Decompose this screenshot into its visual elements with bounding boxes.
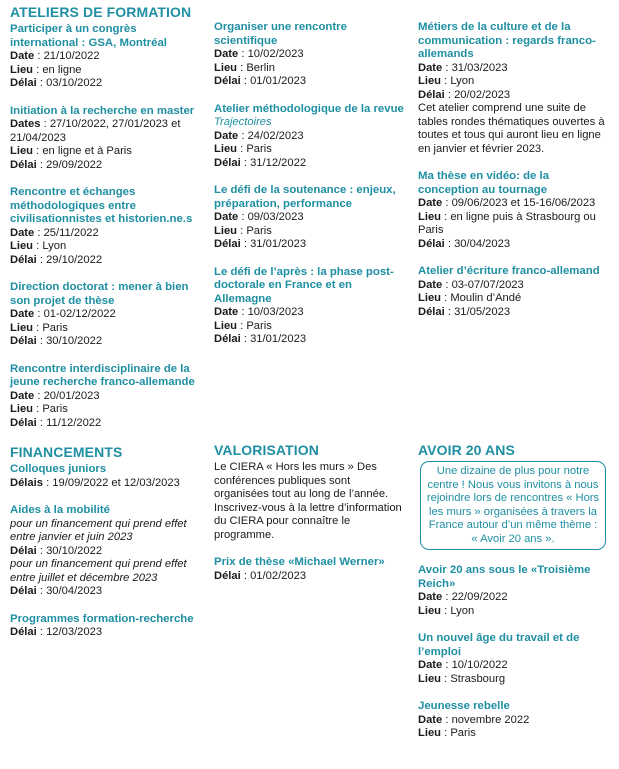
- lieu-value: Lyon: [450, 75, 475, 87]
- info-line: Date : 09/03/2023: [214, 211, 304, 223]
- field-label: Délai: [214, 238, 241, 250]
- field-label: Délai: [10, 335, 37, 347]
- delai-value: 30/10/2022: [46, 544, 103, 557]
- delai-value: 29/10/2022: [46, 253, 103, 266]
- field-label: Délai: [418, 88, 445, 101]
- lieu-value: en ligne: [42, 63, 82, 76]
- field-label: Délai: [418, 305, 445, 318]
- info-line: Délai : 31/12/2022: [214, 156, 307, 169]
- financement-note: pour un financement qui prend effet entre janvier et juin 2023: [10, 517, 187, 543]
- info-line: Lieu : Paris: [10, 403, 68, 415]
- date-value: 09/03/2023: [247, 211, 304, 223]
- atelier-entry: [214, 266, 404, 347]
- avoir20-entry: [418, 564, 610, 618]
- atelier-title[interactable]: Métiers de la culture et de la communication : regards franco-allemands: [418, 21, 596, 60]
- lieu-value: Paris: [42, 321, 68, 334]
- valorisation-text: Le CIERA « Hors les murs » Des conférences publiques sont organisées tout au long de l’année. Inscrivez-vous à la lettre d’information du CIERA pour connaître le programme.: [214, 461, 402, 541]
- event-title[interactable]: Avoir 20 ans sous le «Troisième Reich»: [418, 564, 591, 590]
- info-line: Lieu : en ligne: [10, 63, 82, 76]
- prix-title[interactable]: Prix de thèse «Michael Werner»: [214, 556, 385, 568]
- field-label: Date: [214, 211, 239, 223]
- info-line: Lieu : Paris: [214, 319, 272, 332]
- info-line: Délai : 30/04/2023: [10, 585, 103, 597]
- field-label: Lieu: [10, 145, 33, 157]
- delai-value: 31/01/2023: [250, 333, 307, 345]
- info-line: Lieu : Strasbourg: [418, 672, 506, 685]
- date-value: 25/11/2022: [43, 226, 99, 239]
- info-line: Délai : 31/01/2023: [214, 333, 307, 345]
- info-line: Lieu : Berlin: [214, 61, 275, 74]
- info-line: Lieu : en ligne puis à Strasbourg ou Paris: [418, 210, 596, 236]
- atelier-entry: [214, 21, 404, 89]
- date-value: 10/10/2022: [451, 659, 508, 671]
- field-label: Délai: [214, 75, 241, 87]
- field-label: Délai: [10, 585, 37, 597]
- atelier-title[interactable]: Rencontre interdisciplinaire de la jeune recherche franco-allemande: [10, 362, 195, 388]
- atelier-title[interactable]: Atelier d’écriture franco-allemand: [418, 265, 600, 277]
- lieu-value: Moulin d’Andé: [450, 292, 522, 304]
- info-line: Délai : 30/10/2022: [10, 544, 103, 557]
- atelier-entry: [10, 363, 202, 431]
- atelier-entry: [10, 23, 202, 91]
- lieu-value: Berlin: [246, 61, 275, 74]
- financement-entry: [10, 613, 202, 640]
- atelier-title[interactable]: Ma thèse en vidéo: de la conception au tournage: [418, 170, 550, 196]
- field-label: Date: [418, 197, 443, 209]
- field-label: Date: [418, 591, 443, 603]
- field-label: Lieu: [418, 727, 441, 739]
- field-label: Lieu: [10, 321, 33, 334]
- info-line: Délai : 12/03/2023: [10, 626, 103, 638]
- column-left: [10, 0, 202, 654]
- section-title-ateliers: ATELIERS DE FORMATION: [10, 4, 192, 20]
- atelier-entry: [214, 184, 404, 252]
- lieu-value: Lyon: [42, 240, 67, 252]
- lieu-value: Lyon: [450, 604, 475, 617]
- field-label: Date: [418, 659, 443, 671]
- delai-value: 11/12/2022: [46, 416, 102, 429]
- info-line: Lieu : Paris: [214, 143, 272, 155]
- avoir20-entry: [418, 700, 610, 741]
- date-value: 01-02/12/2022: [43, 308, 116, 320]
- info-line: Date : 10/03/2023: [214, 306, 304, 318]
- info-line: Lieu : Paris: [10, 321, 68, 334]
- avoir20-callout: Une dizaine de plus pour notre centre ! Nous vous invitons à nous rejoindre lors de rencontres « Hors les murs » organisées à travers la France autour d’un même thème : « Avoir 20 ans ».: [420, 461, 606, 550]
- atelier-entry: [10, 186, 202, 267]
- info-line: Date : 03-07/07/2023: [418, 278, 524, 291]
- date-value: 24/02/2023: [247, 129, 304, 142]
- field-label: Délai: [10, 158, 37, 171]
- info-line: Date : 22/09/2022: [418, 591, 508, 603]
- field-label: Lieu: [418, 292, 441, 304]
- info-line: Délai : 01/02/2023: [214, 569, 307, 582]
- delai-value: 01/01/2023: [250, 75, 307, 87]
- atelier-title[interactable]: Atelier méthodologique de la revue: [214, 102, 404, 115]
- date-value: 31/03/2023: [451, 61, 508, 74]
- atelier-entry: [418, 21, 610, 156]
- field-label: Date: [10, 389, 35, 402]
- info-line: Date : 25/11/2022: [10, 226, 99, 239]
- field-label: Dates: [10, 118, 41, 130]
- valorisation-entry: [214, 461, 404, 542]
- section-title-valorisation: VALORISATION: [214, 442, 319, 458]
- delai-value: 31/05/2023: [454, 305, 511, 318]
- info-line: Délai : 20/02/2023: [418, 88, 511, 101]
- info-line: Délai : 30/10/2022: [10, 335, 103, 347]
- financement-title[interactable]: Colloques juniors: [10, 463, 107, 475]
- financement-title[interactable]: Programmes formation-recherche: [10, 612, 194, 625]
- atelier-entry: [418, 265, 610, 319]
- event-title[interactable]: Un nouvel âge du travail et de l’emploi: [418, 632, 580, 658]
- lieu-value: en ligne puis à Strasbourg ou Paris: [418, 210, 596, 236]
- valorisation-entry: [214, 556, 404, 583]
- lieu-value: Paris: [246, 224, 272, 237]
- delai-value: 31/12/2022: [250, 156, 307, 169]
- date-value: 10/02/2023: [247, 48, 304, 60]
- field-label: Date: [10, 226, 35, 239]
- atelier-title[interactable]: Direction doctorat : mener à bien son projet de thèse: [10, 281, 189, 307]
- field-label: Date: [10, 50, 35, 62]
- field-label: Délai: [10, 416, 37, 429]
- field-label: Date: [10, 308, 35, 320]
- info-line: Lieu : Lyon: [10, 240, 67, 252]
- field-label: Date: [214, 129, 239, 142]
- info-line: Délai : 01/01/2023: [214, 75, 307, 87]
- delai-value: 03/10/2022: [46, 77, 103, 89]
- date-value: 09/06/2023 et 15-16/06/2023: [451, 197, 596, 209]
- info-line: Délai : 31/01/2023: [214, 238, 307, 250]
- delai-value: 01/02/2023: [250, 569, 307, 582]
- info-line: Date : 09/06/2023 et 15-16/06/2023: [418, 197, 596, 209]
- event-title[interactable]: Jeunesse rebelle: [418, 700, 510, 712]
- field-label: Délais: [10, 476, 43, 489]
- info-line: Date : 10/02/2023: [214, 48, 304, 60]
- field-label: Lieu: [418, 75, 441, 87]
- financement-entry: [10, 504, 202, 599]
- column-middle: [214, 21, 404, 361]
- column-right-lower: [418, 438, 610, 755]
- field-label: Délai: [214, 156, 241, 169]
- field-label: Délai: [10, 626, 37, 638]
- lieu-value: Paris: [246, 319, 272, 332]
- info-line: Date : 21/10/2022: [10, 50, 100, 62]
- delai-value: 20/02/2023: [454, 88, 511, 101]
- field-label: Délai: [10, 544, 37, 557]
- atelier-entry: [418, 170, 610, 251]
- date-value: 21/10/2022: [43, 50, 100, 62]
- info-line: Délai : 29/09/2022: [10, 158, 103, 171]
- field-label: Lieu: [418, 672, 441, 685]
- info-line: Date : 31/03/2023: [418, 61, 508, 74]
- delai-value: 30/04/2023: [46, 585, 103, 597]
- field-label: Date: [418, 61, 443, 74]
- info-line: Délai : 31/05/2023: [418, 305, 511, 318]
- field-label: Lieu: [214, 224, 237, 237]
- atelier-title[interactable]: Initiation à la recherche en master: [10, 104, 195, 117]
- info-line: Délai : 11/12/2022: [10, 416, 102, 429]
- atelier-title[interactable]: Rencontre et échanges méthodologiques entre civilisationnistes et historien.ne.s: [10, 186, 193, 225]
- atelier-entry: [10, 281, 202, 349]
- delai-value: 12/03/2023: [46, 626, 103, 638]
- lieu-value: Paris: [42, 403, 68, 415]
- date-value: 20/01/2023: [43, 389, 100, 402]
- delai-value: 30/04/2023: [454, 237, 511, 250]
- dates-value: 27/10/2022, 27/01/2023 et 21/04/2023: [10, 118, 181, 144]
- delai-value: 30/10/2022: [46, 335, 103, 347]
- field-label: Lieu: [418, 210, 441, 223]
- info-line: Lieu : Paris: [214, 224, 272, 237]
- field-label: Délai: [214, 333, 241, 345]
- field-label: Lieu: [214, 143, 237, 155]
- lieu-value: Paris: [246, 143, 272, 155]
- info-line: Délai : 03/10/2022: [10, 77, 103, 89]
- field-label: Lieu: [10, 403, 33, 415]
- atelier-title[interactable]: Le défi de la soutenance : enjeux, préparation, performance: [214, 184, 396, 210]
- field-label: Date: [214, 306, 239, 318]
- info-line: Date : 01-02/12/2022: [10, 308, 116, 320]
- field-label: Date: [418, 278, 443, 291]
- atelier-description: Cet atelier comprend une suite de tables rondes thématiques ouvertes à toutes et tous qui auront lieu en ligne en janvier et février 2023.: [418, 102, 605, 155]
- atelier-entry: [10, 105, 202, 173]
- lieu-value: Paris: [450, 727, 476, 739]
- atelier-subtitle: Trajectoires: [214, 116, 272, 128]
- info-line: Lieu : Lyon: [418, 75, 475, 87]
- field-label: Lieu: [214, 319, 237, 332]
- date-value: novembre 2022: [451, 713, 530, 726]
- financement-title[interactable]: Aides à la mobilité: [10, 504, 111, 516]
- info-line: Lieu : Moulin d’Andé: [418, 292, 522, 304]
- field-label: Lieu: [10, 63, 33, 76]
- lieu-value: en ligne et à Paris: [42, 145, 132, 157]
- delai-value: 29/09/2022: [46, 158, 103, 171]
- date-value: 03-07/07/2023: [451, 278, 524, 291]
- info-line: Date : 10/10/2022: [418, 659, 508, 671]
- info-line: Date : 20/01/2023: [10, 389, 100, 402]
- info-line: Délai : 30/04/2023: [418, 237, 511, 250]
- field-label: Lieu: [418, 604, 441, 617]
- financement-entry: [10, 463, 202, 490]
- atelier-entry: [214, 103, 404, 171]
- atelier-title[interactable]: Participer à un congrès international : GSA, Montréal: [10, 23, 167, 49]
- field-label: Lieu: [214, 61, 237, 74]
- date-value: 22/09/2022: [451, 591, 508, 603]
- info-line: Délais : 19/09/2022 et 12/03/2023: [10, 476, 180, 489]
- info-line: Délai : 29/10/2022: [10, 253, 103, 266]
- info-line: Lieu : Lyon: [418, 604, 475, 617]
- date-value: 10/03/2023: [247, 306, 304, 318]
- info-line: Date : novembre 2022: [418, 713, 530, 726]
- section-title-avoir20: AVOIR 20 ANS: [418, 442, 515, 458]
- column-right: [418, 21, 610, 333]
- field-label: Délai: [214, 569, 241, 582]
- field-label: Délai: [418, 237, 445, 250]
- info-line: Lieu : en ligne et à Paris: [10, 145, 132, 157]
- section-title-financements: FINANCEMENTS: [10, 444, 123, 460]
- info-line: Dates : 27/10/2022, 27/01/2023 et 21/04/2023: [10, 118, 181, 144]
- atelier-title[interactable]: Organiser une rencontre scientifique: [214, 21, 347, 47]
- financement-note: pour un financement qui prend effet entre juillet et décembre 2023: [10, 558, 187, 584]
- field-label: Date: [418, 713, 443, 726]
- field-label: Date: [214, 48, 239, 60]
- atelier-title[interactable]: Le défi de l’après : la phase post-doctorale en France et en Allemagne: [214, 265, 394, 305]
- avoir20-entry: [418, 632, 610, 686]
- info-line: Lieu : Paris: [418, 727, 476, 739]
- info-line: Date : 24/02/2023: [214, 129, 304, 142]
- delais-value: 19/09/2022 et 12/03/2023: [52, 476, 180, 489]
- delai-value: 31/01/2023: [250, 238, 307, 250]
- field-label: Délai: [10, 77, 37, 89]
- field-label: Délai: [10, 253, 37, 266]
- lieu-value: Strasbourg: [450, 672, 506, 685]
- field-label: Lieu: [10, 240, 33, 252]
- column-middle-lower: [214, 438, 404, 597]
